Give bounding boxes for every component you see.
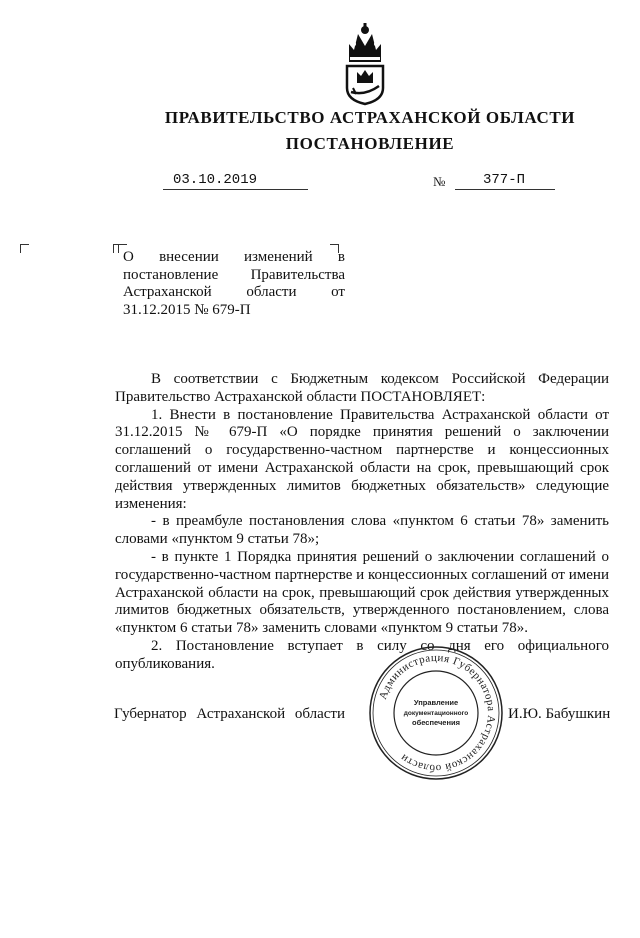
document-number: 377-П (455, 172, 555, 190)
stamp-center-line: Управление (413, 698, 459, 707)
document-type: ПОСТАНОВЛЕНИЕ (285, 134, 455, 153)
form-serial-number (4, 798, 44, 938)
official-stamp (366, 643, 506, 783)
stamp-center-line: документационного (403, 710, 469, 717)
signatory-name: И.Ю. Бабушкин (508, 706, 611, 722)
body-paragraph: 2. Постановление вступает в силу со дня его официального опубликования. (115, 637, 609, 672)
government-title: ПРАВИТЕЛЬСТВО АСТРАХАНСКОЙ ОБЛАСТИ (164, 108, 576, 127)
document-date: 03.10.2019 (163, 172, 308, 190)
registration-corner-mark (20, 244, 29, 253)
document-body (115, 371, 609, 674)
preamble-paragraph: В соответствии с Бюджетным кодексом Российской Федерации Правительство Астраханской области ПОСТАНОВЛЯЕТ: (115, 371, 609, 405)
body-paragraph: - в преамбуле постановления слова «пунктом 6 статьи 78» заменить словами «пунктом 9 статьи 78»; (115, 513, 609, 548)
document-subject: О внесении изменений в постановление Правительства Астраханской области от 31.12.2015 № 679-П (123, 249, 345, 318)
coat-of-arms-emblem (341, 22, 389, 106)
body-paragraph: - в пункте 1 Порядка принятия решений о заключении соглашений о государственно-частном партнерстве и концессионных соглашений от имени Астраханской области на срок, превышающий срок действия утвержденных лимитов бюджетных обязательств, утвержденного постановлением, слова «пунктом 6 статьи 78» заменить словами «пунктом 9 статьи 78». (115, 548, 609, 637)
stamp-center-line: обеспечения (411, 718, 461, 727)
number-sign: № (433, 174, 446, 189)
signatory-role: Губернатор Астраханской области (114, 706, 346, 722)
body-paragraph: 1. Внести в постановление Правительства Астраханской области от 31.12.2015 № 679-П «О порядке принятия решений о заключении соглашений о государственно-частном партнерстве и концессионных соглашений от имени Астраханской области на срок, превышающий срок действия утвержденных лимитов бюджетных обязательств» следующие изменения: (115, 406, 609, 512)
stamp-ring-text: Администрация Губернатора Астраханской области (376, 651, 498, 775)
